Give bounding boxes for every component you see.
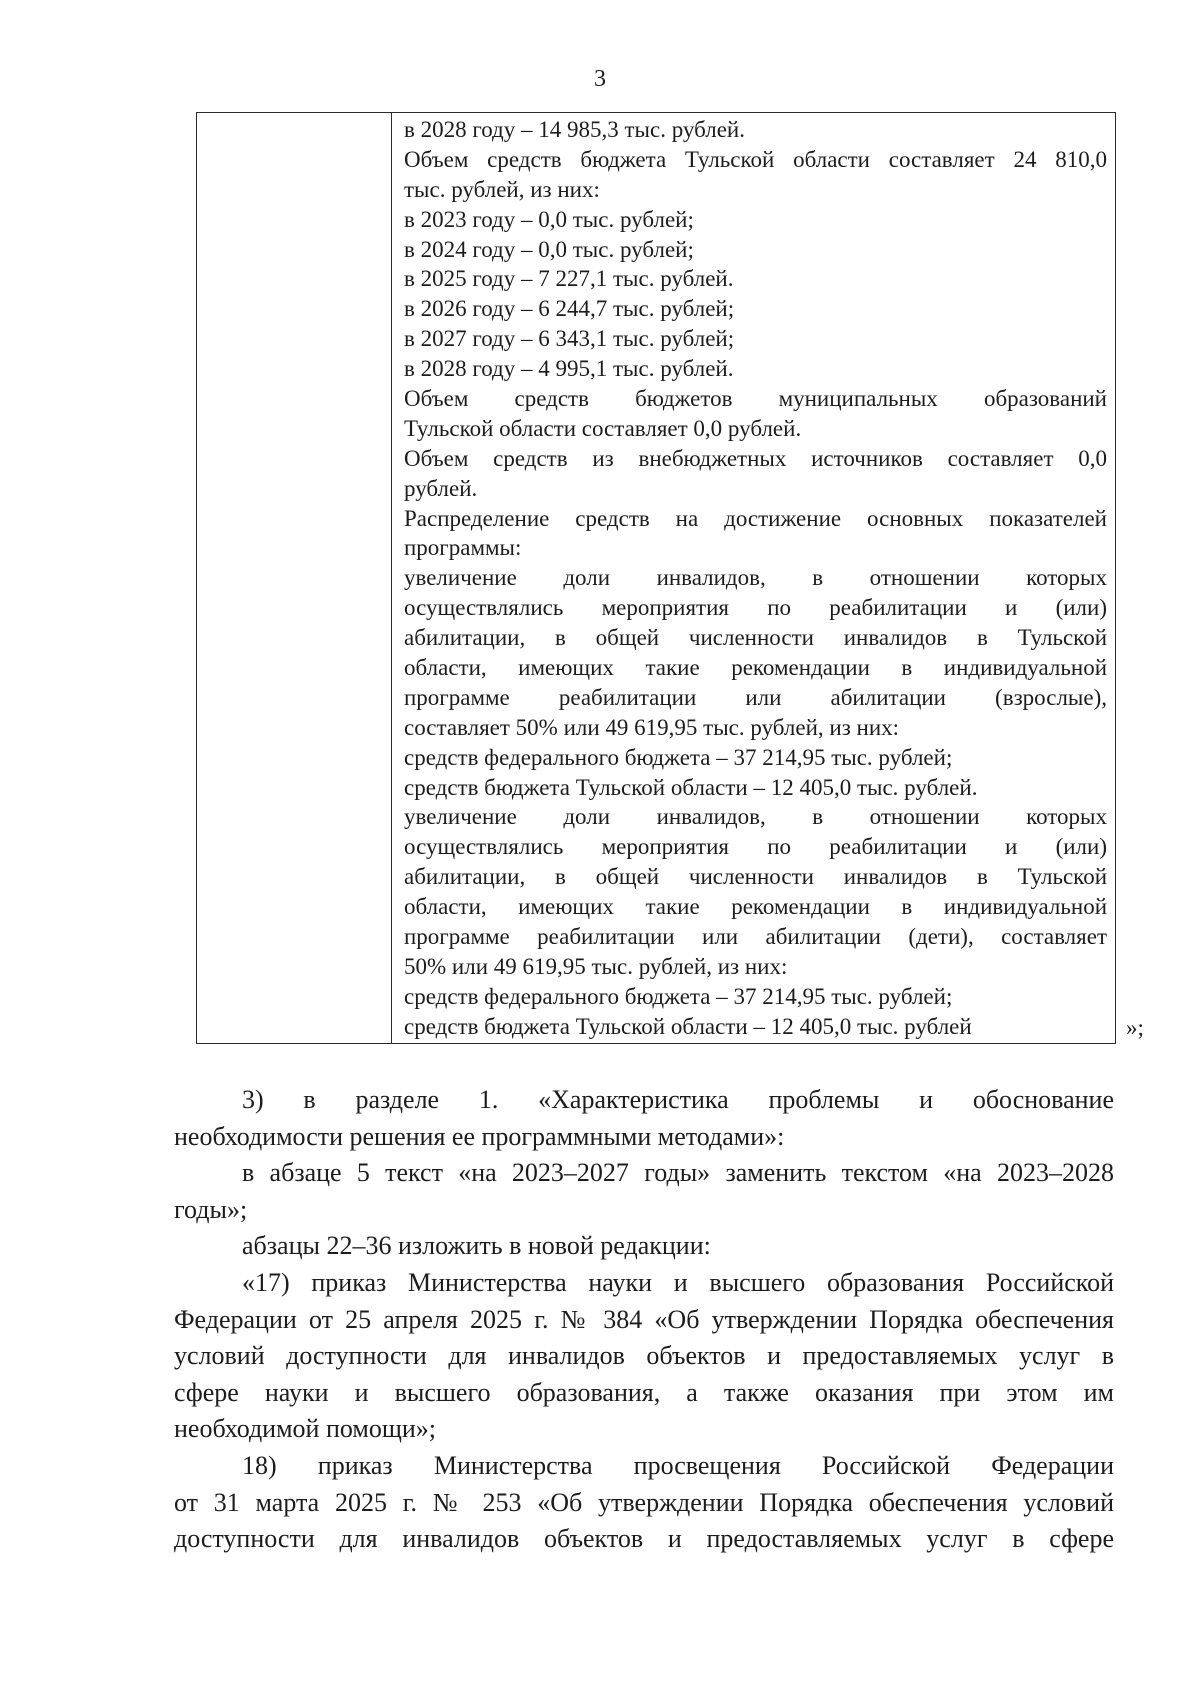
page-number: 3 <box>594 66 606 92</box>
paragraph-line: от 31 марта 2025 г. № 253 «Об утверждении Порядка обеспечения условий <box>174 1487 1114 1517</box>
table-line: средств федерального бюджета – 37 214,95 тыс. рублей; <box>404 983 953 1009</box>
table-line: программе реабилитации или абилитации (взрослые), <box>404 684 1107 710</box>
table-line: Тульской области составляет 0,0 рублей. <box>404 415 802 441</box>
paragraph-line: «17) приказ Министерства науки и высшего образования Российской <box>242 1267 1114 1297</box>
paragraph-line: абзацы 22–36 изложить в новой редакции: <box>242 1231 711 1261</box>
paragraph-line: сфере науки и высшего образования, а также оказания при этом им <box>174 1377 1114 1407</box>
table-right-cell <box>404 115 1107 1042</box>
table-line: осуществлялись мероприятия по реабилитации и (или) <box>404 834 1107 860</box>
paragraph-line: 3) в разделе 1. «Характеристика проблемы и обоснование <box>242 1085 1114 1114</box>
table-line: тыс. рублей, из них: <box>404 176 600 202</box>
table-line: области, имеющих такие рекомендации в индивидуальной <box>404 655 1107 681</box>
table-line: средств бюджета Тульской области – 12 405,0 тыс. рублей <box>404 1013 972 1039</box>
table-line: программы: <box>404 535 522 561</box>
paragraph-line: Федерации от 25 апреля 2025 г. № 384 «Об утверждении Порядка обеспечения <box>174 1304 1114 1334</box>
table-line: 50% или 49 619,95 тыс. рублей, из них: <box>404 953 788 979</box>
program-table <box>196 112 1116 1044</box>
table-line: абилитации, в общей численности инвалидов в Тульской <box>404 864 1107 890</box>
table-line: осуществлялись мероприятия по реабилитации и (или) <box>404 595 1107 621</box>
table-line: в 2026 году – 6 244,7 тыс. рублей; <box>404 296 735 322</box>
table-line: в 2027 году – 6 343,1 тыс. рублей; <box>404 326 735 352</box>
table-line: увеличение доли инвалидов, в отношении которых <box>404 804 1107 830</box>
table-line: средств федерального бюджета – 37 214,95 тыс. рублей; <box>404 744 953 770</box>
document-body <box>174 1082 1114 1558</box>
table-line: Объем средств бюджета Тульской области составляет 24 810,0 <box>404 146 1107 172</box>
table-line: составляет 50% или 49 619,95 тыс. рублей, из них: <box>404 714 900 740</box>
table-line: увеличение доли инвалидов, в отношении которых <box>404 565 1107 591</box>
paragraph-line: в абзаце 5 текст «на 2023–2027 годы» заменить текстом «на 2023–2028 <box>242 1158 1114 1188</box>
table-line: программе реабилитации или абилитации (дети), составляет <box>404 924 1107 950</box>
table-line: абилитации, в общей численности инвалидов в Тульской <box>404 625 1107 651</box>
table-line: рублей. <box>404 475 478 501</box>
table-line: в 2028 году – 14 985,3 тыс. рублей. <box>404 117 745 142</box>
paragraph-line: условий доступности для инвалидов объектов и предоставляемых услуг в <box>174 1341 1114 1371</box>
table-line: в 2023 году – 0,0 тыс. рублей; <box>404 206 694 232</box>
paragraph-line: необходимости решения ее программными методами»: <box>174 1121 785 1151</box>
table-line: области, имеющих такие рекомендации в индивидуальной <box>404 894 1107 920</box>
table-line: в 2028 году – 4 995,1 тыс. рублей. <box>404 356 734 382</box>
table-line: Распределение средств на достижение основных показателей <box>404 505 1107 531</box>
paragraph-line: годы»; <box>174 1194 248 1224</box>
closing-quote-mark: »; <box>1126 1015 1144 1040</box>
table-line: Объем средств из внебюджетных источников составляет 0,0 <box>404 445 1107 471</box>
paragraph-line: необходимой помощи»; <box>174 1414 436 1444</box>
table-line: в 2025 году – 7 227,1 тыс. рублей. <box>404 266 734 292</box>
table-line: Объем средств бюджетов муниципальных образований <box>404 386 1107 412</box>
table-line: средств бюджета Тульской области – 12 405,0 тыс. рублей. <box>404 774 978 800</box>
paragraph-line: 18) приказ Министерства просвещения Российской Федерации <box>242 1450 1114 1480</box>
table-line: в 2024 году – 0,0 тыс. рублей; <box>404 236 694 262</box>
paragraph-line: доступности для инвалидов объектов и предоставляемых услуг в сфере <box>174 1524 1114 1554</box>
column-divider <box>391 113 392 1043</box>
